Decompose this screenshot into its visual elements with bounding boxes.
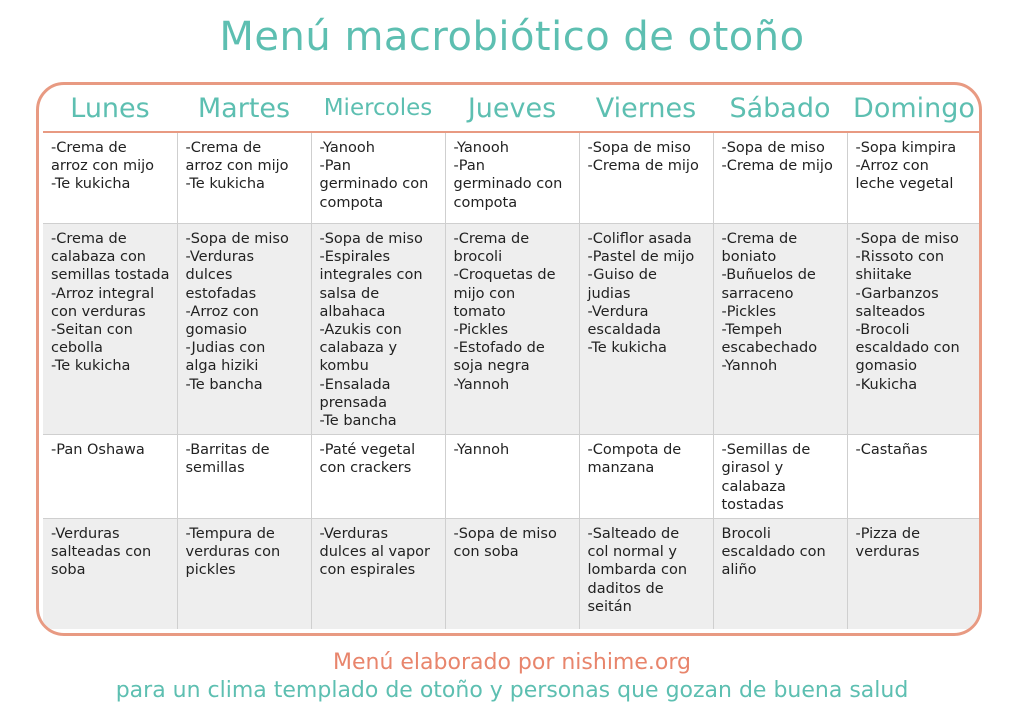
meal-cell: -Castañas [847, 435, 981, 519]
day-header-sabado: Sábado [713, 85, 847, 132]
meal-cell: -Crema de brocoli -Croquetas de mijo con tomato -Pickles -Estofado de soja negra -Yannoh [445, 224, 579, 435]
menu-frame [36, 82, 982, 636]
menu-table [43, 85, 981, 629]
day-header-domingo: Domingo [847, 85, 981, 132]
day-header-miercoles: Miercoles [311, 85, 445, 132]
meal-cell: -Paté vegetal con crackers [311, 435, 445, 519]
table-row [43, 435, 981, 519]
meal-cell: -Crema de boniato -Buñuelos de sarraceno -Pickles -Tempeh escabechado -Yannoh [713, 224, 847, 435]
meal-cell: -Crema de calabaza con semillas tostada -Arroz integral con verduras -Seitan con cebolla -Te kukicha [43, 224, 177, 435]
meal-cell: -Pizza de verduras [847, 519, 981, 630]
table-row [43, 224, 981, 435]
meal-cell: -Compota de manzana [579, 435, 713, 519]
page-title: Menú macrobiótico de otoño [219, 14, 805, 60]
meal-cell: -Sopa de miso -Verduras dulces estofadas -Arroz con gomasio -Judias con alga hiziki -Te bancha [177, 224, 311, 435]
meal-cell: -Sopa de miso -Espirales integrales con salsa de albahaca -Azukis con calabaza y kombu -Ensalada prensada -Te bancha [311, 224, 445, 435]
day-header-row [43, 85, 981, 132]
day-header-lunes: Lunes [43, 85, 177, 132]
meal-cell: Brocoli escaldado con aliño [713, 519, 847, 630]
meal-cell: -Sopa de miso -Crema de mijo [579, 132, 713, 224]
meal-cell: -Verduras salteadas con soba [43, 519, 177, 630]
meal-cell: -Yanooh -Pan germinado con compota [311, 132, 445, 224]
meal-cell: -Coliflor asada -Pastel de mijo -Guiso de judias -Verdura escaldada -Te kukicha [579, 224, 713, 435]
meal-cell: -Semillas de girasol y calabaza tostadas [713, 435, 847, 519]
table-row [43, 519, 981, 630]
meal-cell: -Sopa de miso -Crema de mijo [713, 132, 847, 224]
meal-cell: -Sopa de miso -Rissoto con shiitake -Garbanzos salteados -Brocoli escaldado con gomasio -Kukicha [847, 224, 981, 435]
meal-cell: -Tempura de verduras con pickles [177, 519, 311, 630]
day-header-jueves: Jueves [445, 85, 579, 132]
meal-cell: -Salteado de col normal y lombarda con daditos de seitán [579, 519, 713, 630]
meal-cell: -Yannoh [445, 435, 579, 519]
meal-cell: -Crema de arroz con mijo -Te kukicha [43, 132, 177, 224]
meal-cell: -Verduras dulces al vapor con espirales [311, 519, 445, 630]
meal-cell: -Pan Oshawa [43, 435, 177, 519]
footer-credit: Menú elaborado por nishime.org [333, 650, 691, 675]
footer-note: para un clima templado de otoño y personas que gozan de buena salud [115, 678, 909, 703]
table-row [43, 132, 981, 224]
meal-cell: -Sopa de miso con soba [445, 519, 579, 630]
day-header-viernes: Viernes [579, 85, 713, 132]
meal-cell: -Sopa kimpira -Arroz con leche vegetal [847, 132, 981, 224]
meal-cell: -Yanooh -Pan germinado con compota [445, 132, 579, 224]
meal-cell: -Crema de arroz con mijo -Te kukicha [177, 132, 311, 224]
meal-cell: -Barritas de semillas [177, 435, 311, 519]
day-header-martes: Martes [177, 85, 311, 132]
